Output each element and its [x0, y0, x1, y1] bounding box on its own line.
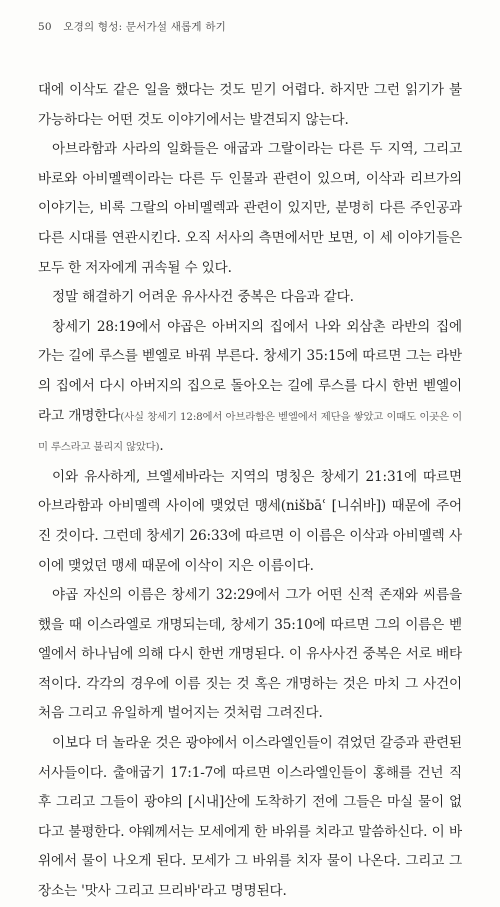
running-title: 오경의 형성: 문서가설 새롭게 하기	[63, 21, 227, 33]
paragraph-1: 대에 이삭도 같은 일을 했다는 것도 믿기 어렵다. 하지만 그런 읽기가 불가능하다는 어떤 것도 이야기에서는 발견되지 않는다.	[38, 82, 462, 128]
page-number: 50	[38, 21, 52, 33]
paragraph-2: 아브라함과 사라의 일화들은 애굽과 그랄이라는 다른 두 지역, 그리고 바로와 아비멜렉이라는 다른 두 인물과 관련이 있으며, 이삭과 리브가의 이야기는, 비록 그랄의 아비멜렉과 관련이 있지만, 분명히 다른 주인공과 다른 시대를 연관시킨다. 오직 서사의 측면에서만 보면, 이 세 이야기들은 모두 한 저자에게 귀속될 수 있다.	[38, 141, 462, 276]
paragraph-4: 창세기 28:19에서 야곱은 아버지의 집에서 나와 외삼촌 라반의 집에 가는 길에 루스를 벧엘로 바꿔 부른다. 창세기 35:15에 따르면 그는 라반의 집에서 다시 아버지의 집으로 돌아오는 길에 루스를 다시 한번 벧엘이라고 개명한다(사실 창세기 12:8에서 아브라함은 벧엘에서 제단을 쌓았고 이때도 이곳은 이미 루스라고 불리지 않았다).	[38, 318, 462, 455]
body-text	[38, 76, 462, 907]
paragraph-5: 이와 유사하게, 브엘세바라는 지역의 명칭은 창세기 21:31에 따르면 아브라함과 아비멜렉 사이에 맺었던 맹세(nišbāʿ [니쉬바]) 때문에 주어진 것이다. 그런데 창세기 26:33에 따르면 이 이름은 이삭과 아비멜렉 사이에 맺었던 맹세 때문에 이삭이 지은 이름이다.	[38, 468, 462, 574]
paragraph-3: 정말 해결하기 어려운 유사사건 중복은 다음과 같다.	[52, 289, 354, 306]
parenthetical-note: (사실 창세기 12:8에서 아브라함은 벧엘에서 제단을 쌓았고 이때도 이곳은 이미 루스라고 불리지 않았다)	[38, 410, 462, 454]
running-header	[38, 18, 462, 36]
paragraph-6: 야곱 자신의 이름은 창세기 32:29에서 그가 어떤 신적 존재와 씨름을 했을 때 이스라엘로 개명되는데, 창세기 35:10에 따르면 그의 이름은 벧엘에서 하나님에 의해 다시 한번 개명된다. 이 유사사건 중복은 서로 배타적이다. 각각의 경우에 이름 짓는 것 혹은 개명하는 것은 마치 그 사건이 처음 그리고 유일하게 벌어지는 것처럼 그려진다.	[38, 587, 462, 722]
paragraph-7: 이보다 더 놀라운 것은 광야에서 이스라엘인들이 겪었던 갈증과 관련된 서사들이다. 출애굽기 17:1-7에 따르면 이스라엘인들이 홍해를 건넌 직후 그리고 그들이 광야의 [시내]산에 도착하기 전에 그들은 마실 물이 없다고 불평한다. 야웨께서는 모세에게 한 바위를 치라고 말씀하신다. 이 바위에서 물이 나오게 된다. 모세가 그 바위를 치자 물이 나온다. 그리고 그 장소는 '맛사 그리고 므리바'라고 명명된다.	[38, 735, 462, 900]
